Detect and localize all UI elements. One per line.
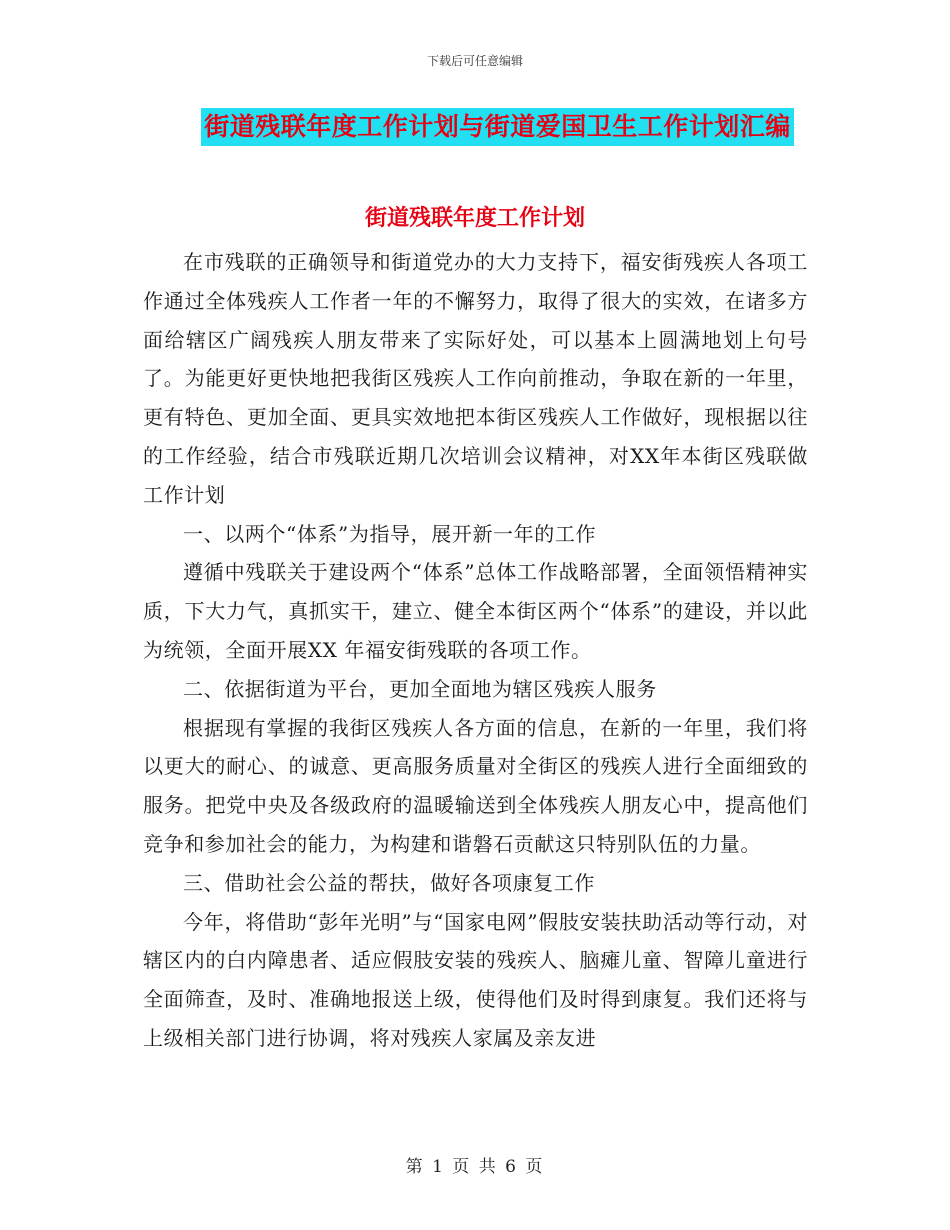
- paragraph-two: 根据现有掌握的我街区残疾人各方面的信息，在新的一年里，我们将以更大的耐心、的诚意、更高服务质量对全街区的残疾人进行全面细致的服务。把党中央及各级政府的温暖输送到全体残疾人朋友心中，提高他们竞争和参加社会的能力，为构建和谐磐石贡献这只特别队伍的力量。: [143, 715, 808, 856]
- heading-three: 三、借助社会公益的帮扶，做好各项康复工作: [183, 870, 595, 895]
- paragraph-one: 遵循中残联关于建设两个“体系”总体工作战略部署，全面领悟精神实质，下大力气，真抓实干，建立、健全本街区两个“体系”的建设，并以此为统领，全面开展XX 年福安街残联的各项工作。: [143, 560, 808, 662]
- heading-one: 一、以两个“体系”为指导，展开新一年的工作: [183, 521, 597, 546]
- paragraph-three: 今年，将借助“彭年光明”与“国家电网”假肢安装扶助活动等行动，对辖区内的白内障患者、适应假肢安装的残疾人、脑瘫儿童、智障儿童进行全面筛查，及时、准确地报送上级，使得他们及时得到康复。我们还将与上级相关部门进行协调，将对残疾人家属及亲友进: [143, 909, 808, 1050]
- main-title-container: [0, 108, 950, 146]
- document-body: [143, 243, 808, 1058]
- main-title: 街道残联年度工作计划与街道爱国卫生工作计划汇编: [201, 108, 794, 146]
- paragraph-intro: 在市残联的正确领导和街道党办的大力支持下，福安街残疾人各项工作通过全体残疾人工作者一年的不懈努力，取得了很大的实效，在诸多方面给辖区广阔残疾人朋友带来了实际好处，可以基本上圆满地划上句号了。为能更好更快地把我街区残疾人工作向前推动，争取在新的一年里，更有特色、更加全面、更具实效地把本街区残疾人工作做好，现根据以往的工作经验，结合市残联近期几次培训会议精神，对XX年本街区残联做工作计划: [143, 250, 808, 507]
- header-note: 下载后可任意编辑: [426, 54, 523, 68]
- heading-two: 二、依据街道为平台，更加全面地为辖区残疾人服务: [183, 676, 657, 701]
- section-title: 街道残联年度工作计划: [364, 205, 585, 231]
- page-footer: 第 1 页 共 6 页: [405, 1157, 545, 1177]
